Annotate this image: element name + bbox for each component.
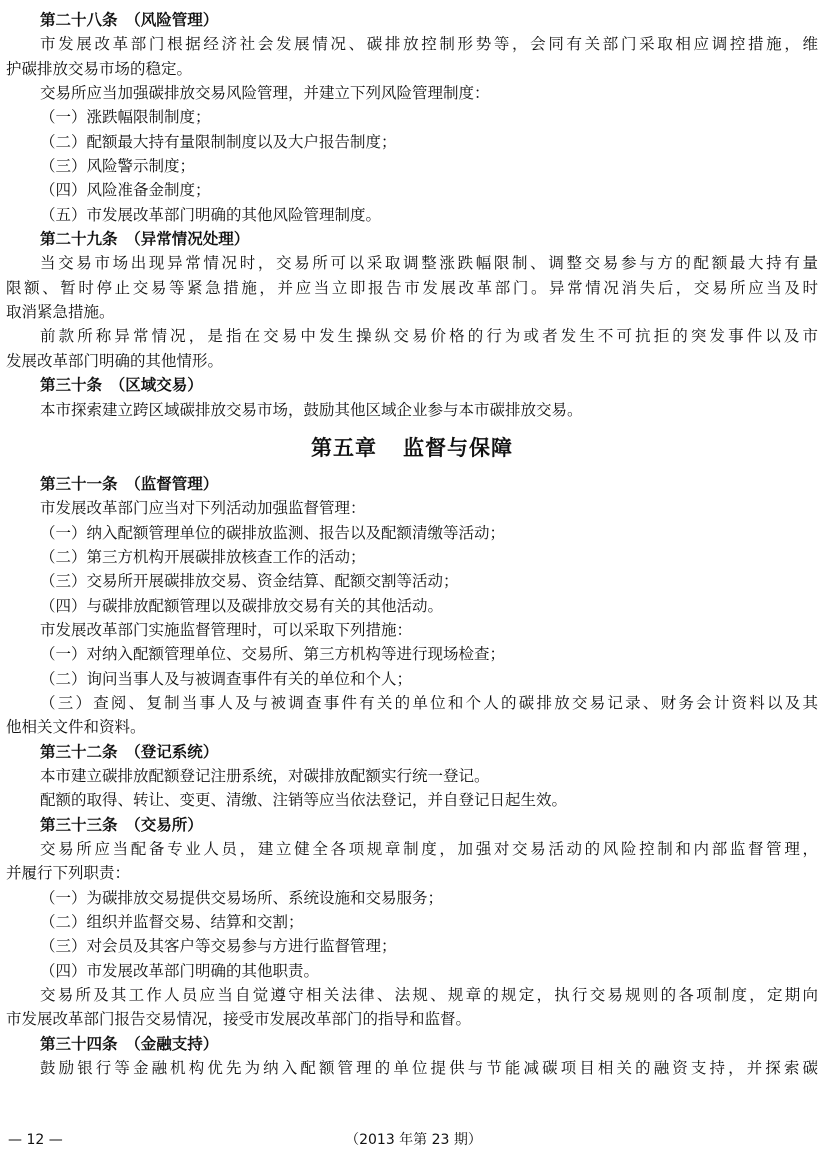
article-33-para-1-line-1: 交易所应当配备专业人员，建立健全各项规章制度，加强对交易活动的风险控制和内部监督管理，	[40, 840, 818, 858]
chapter-heading	[6, 426, 818, 470]
article-30-title: 第三十条 （区域交易）	[40, 376, 203, 395]
article-30-para-1: 本市探索建立跨区域碳排放交易市场，鼓励其他区域企业参与本市碳排放交易。	[40, 400, 583, 419]
article-29-para-1-line-3: 取消紧急措施。	[6, 303, 115, 322]
article-32-para-1: 本市建立碳排放配额登记注册系统，对碳排放配额实行统一登记。	[40, 766, 490, 785]
article-33-title: 第三十三条 （交易所）	[40, 815, 203, 834]
page-number: — 12 —	[8, 1132, 63, 1148]
article-33-item-1: （一）为碳排放交易提供交易场所、系统设施和交易服务；	[40, 888, 444, 907]
article-31-item-3: （三）交易所开展碳排放交易、资金结算、配额交割等活动；	[40, 572, 459, 591]
article-31-title: 第三十一条 （监督管理）	[40, 474, 219, 493]
chapter-title: 监督与保障	[403, 435, 513, 460]
article-31-item-2: （二）第三方机构开展碳排放核查工作的活动；	[40, 547, 366, 566]
article-31-measure-3-line-2: 他相关文件和资料。	[6, 718, 146, 737]
article-28-item-5: （五）市发展改革部门明确的其他风险管理制度。	[40, 205, 382, 224]
article-29-title: 第二十九条 （异常情况处理）	[40, 230, 250, 249]
article-29-para-2-line-1: 前款所称异常情况，是指在交易中发生操纵交易价格的行为或者发生不可抗拒的突发事件以及市	[40, 327, 818, 346]
article-29-para-1-line-1: 当交易市场出现异常情况时，交易所可以采取调整涨跌幅限制、调整交易参与方的配额最大持有量	[40, 254, 818, 273]
article-34-title: 第三十四条 （金融支持）	[40, 1034, 219, 1053]
article-33-item-3: （三）对会员及其客户等交易参与方进行监督管理；	[40, 937, 397, 956]
article-28-item-4: （四）风险准备金制度；	[40, 181, 211, 200]
article-32-title: 第三十二条 （登记系统）	[40, 742, 219, 761]
article-34-para-1-line-1: 鼓励银行等金融机构优先为纳入配额管理的单位提供与节能减碳项目相关的融资支持，并探索碳	[40, 1059, 818, 1078]
article-31-para-1: 市发展改革部门应当对下列活动加强监督管理：	[40, 499, 366, 518]
article-31-measure-1: （一）对纳入配额管理单位、交易所、第三方机构等进行现场检查；	[40, 645, 506, 664]
article-31-measure-2: （二）询问当事人及与被调查事件有关的单位和个人；	[40, 669, 413, 688]
article-31-measure-3-line-1: （三）查阅、复制当事人及与被调查事件有关的单位和个人的碳排放交易记录、财务会计资料以及其	[40, 693, 818, 712]
article-29-para-1-line-2: 限额、暂时停止交易等紧急措施，并应当立即报告市发展改革部门。异常情况消失后，交易所应当及时	[6, 278, 818, 297]
page-body	[6, 8, 818, 1080]
article-28-para-1-line-2: 护碳排放交易市场的稳定。	[6, 59, 193, 78]
article-33-item-4: （四）市发展改革部门明确的其他职责。	[40, 961, 320, 980]
article-32-para-2: 配额的取得、转让、变更、清缴、注销等应当依法登记，并自登记日起生效。	[40, 791, 568, 810]
article-33-para-2-line-2: 市发展改革部门报告交易情况，接受市发展改革部门的指导和监督。	[6, 1010, 472, 1029]
page-footer	[0, 1128, 827, 1152]
article-33-para-1-line-2: 并履行下列职责：	[6, 864, 131, 883]
article-31-item-4: （四）与碳排放配额管理以及碳排放交易有关的其他活动。	[40, 596, 444, 615]
article-28-title: 第二十八条 （风险管理）	[40, 11, 219, 29]
issue-label: （2013 年第 23 期）	[345, 1132, 482, 1148]
article-28-para-1-line-1: 市发展改革部门根据经济社会发展情况、碳排放控制形势等，会同有关部门采取相应调控措施，维	[40, 35, 818, 54]
article-28-para-2: 交易所应当加强碳排放交易风险管理，并建立下列风险管理制度：	[40, 84, 490, 103]
article-31-item-1: （一）纳入配额管理单位的碳排放监测、报告以及配额清缴等活动；	[40, 523, 506, 542]
article-31-para-2: 市发展改革部门实施监督管理时，可以采取下列措施：	[40, 620, 413, 639]
article-33-item-2: （二）组织并监督交易、结算和交割；	[40, 913, 304, 932]
article-28-item-2: （二）配额最大持有量限制制度以及大户报告制度；	[40, 132, 397, 151]
chapter-number: 第五章	[311, 435, 377, 460]
article-33-para-2-line-1: 交易所及其工作人员应当自觉遵守相关法律、法规、规章的规定，执行交易规则的各项制度，定期向	[40, 986, 818, 1005]
article-28-item-1: （一）涨跌幅限制制度；	[40, 108, 211, 127]
article-29-para-2-line-2: 发展改革部门明确的其他情形。	[6, 351, 224, 370]
article-28-item-3: （三）风险警示制度；	[40, 157, 196, 176]
